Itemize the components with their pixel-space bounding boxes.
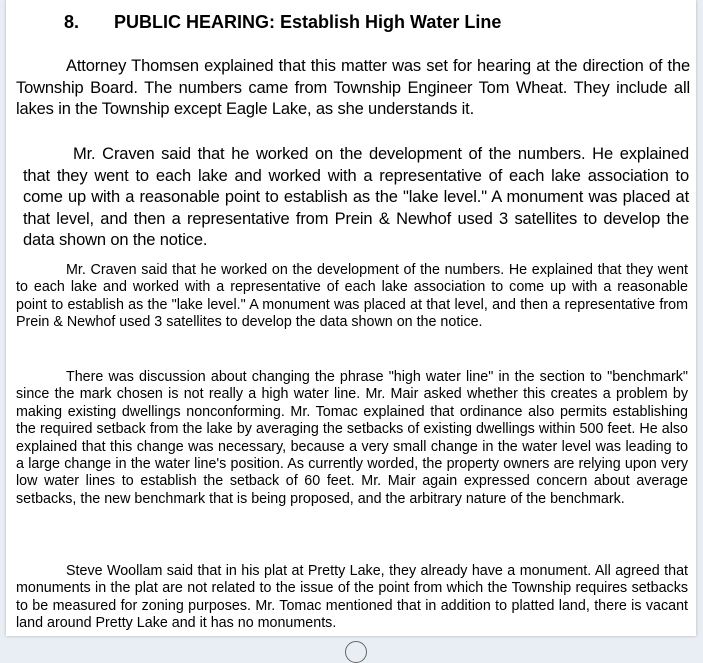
paragraph-attorney-thomsen: Attorney Thomsen explained that this matter was set for hearing at the direction of the Township Board. The numbers came from Township Engineer Tom Wheat. They include all lakes in the Township except Eagle Lake, as she understands it.: [16, 57, 690, 118]
section-title: PUBLIC HEARING: Establish High Water Line: [114, 12, 502, 32]
paragraph-craven-enlarged: Mr. Craven said that he worked on the development of the numbers. He explained that they went to each lake and worked with a representative of each lake association to come up with a reasonable point to establish as the "lake level." A monument was placed at that level, and then a representative from Prein & Newhof used 3 satellites to develop the data shown on the notice.: [23, 145, 689, 249]
page-circle-icon: [345, 641, 367, 663]
paragraph-craven: Mr. Craven said that he worked on the development of the numbers. He explained that they went to each lake and worked with a representative of each lake association to come up with a reasonable point to establish as the "lake level." A monument was placed at that level, and then a representative from Prein & Newhof used 3 satellites to develop the data shown on the notice.: [16, 262, 688, 331]
paragraph-benchmark-discussion: There was discussion about changing the phrase "high water line" in the section to "benchmark" since the mark chosen is not really a high water line. Mr. Mair asked whether this creates a problem by making existing dwellings nonconforming. Mr. Tomac explained that ordinance also permits establishing the required setback from the lake by averaging the setbacks of existing dwellings within 500 feet. He also explained that this change was necessary, because a very small change in the water level was leading to a large change in the water line's position. As currently worded, the property owners are relying upon very low water lines to establish the setback of 60 feet. Mr. Mair again expressed concern about average setbacks, the new benchmark that is being proposed, and the arbitrary nature of the benchmark.: [16, 369, 688, 507]
section-heading: [64, 12, 501, 33]
paragraph-steve-woollam: Steve Woollam said that in his plat at Pretty Lake, they already have a monument. All agreed that monuments in the plat are not related to the issue of the point from which the Township requires setbacks to be measured for zoning purposes. Mr. Tomac mentioned that in addition to platted land, there is vacant land around Pretty Lake and it has no monuments.: [16, 563, 688, 632]
section-number: 8.: [64, 12, 80, 32]
document-page: [6, 0, 696, 636]
